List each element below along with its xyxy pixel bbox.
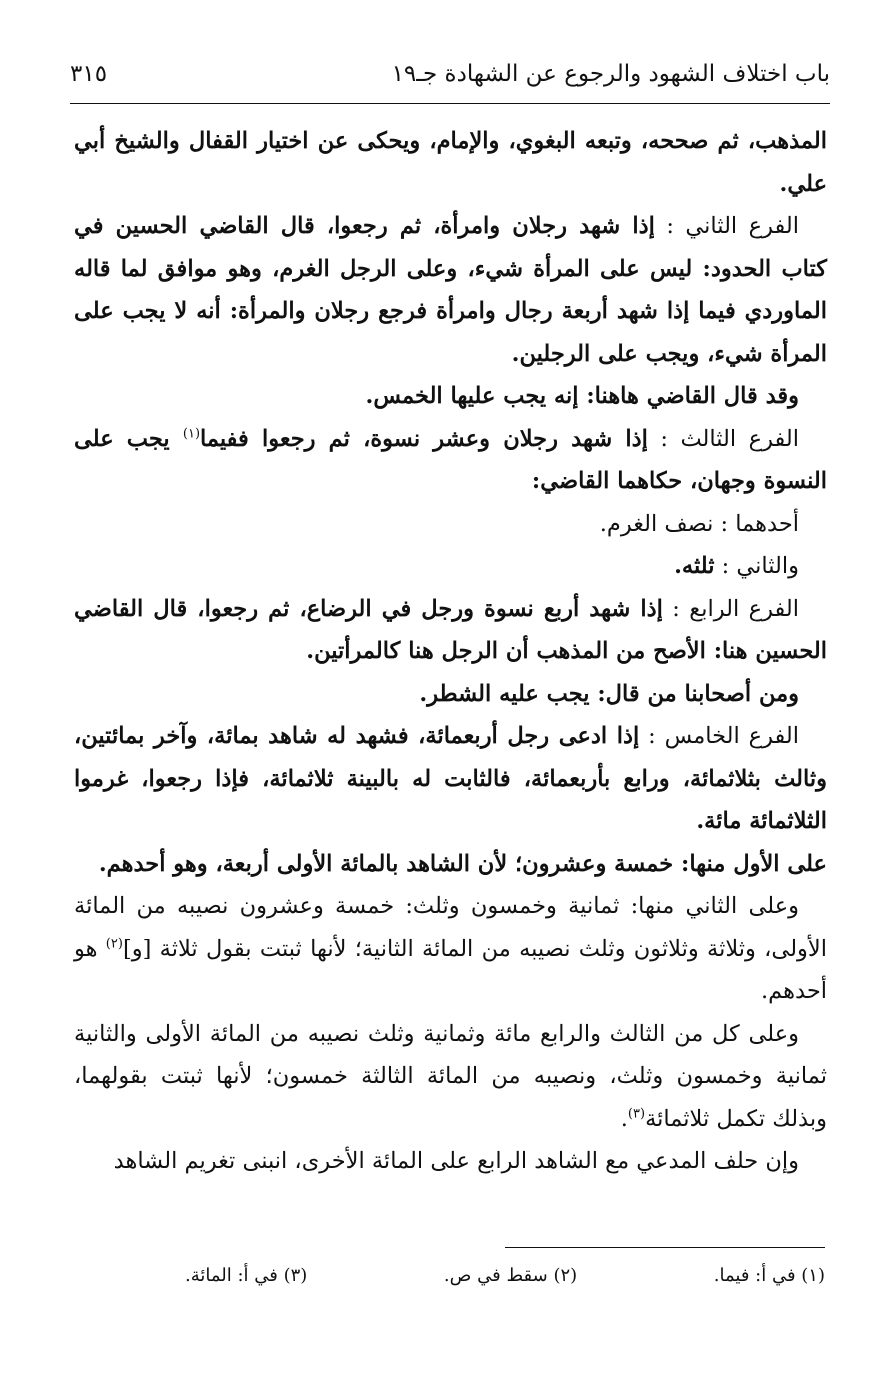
view-text: ثلثه. bbox=[674, 553, 715, 579]
footnote-marker: (٣) bbox=[627, 1106, 646, 1121]
view-label: والثاني : bbox=[714, 553, 799, 579]
page-number: ٣١٥ bbox=[70, 61, 108, 87]
paragraph-note: ومن أصحابنا من قال: يجب عليه الشطر. bbox=[419, 680, 799, 707]
header-rule bbox=[70, 103, 830, 104]
branch-label: الفرع الثالث : bbox=[647, 425, 799, 452]
footnotes bbox=[185, 1262, 825, 1290]
paragraph-first-witness: على الأول منها: خمسة وعشرون؛ لأن الشاهد بالمائة الأولى أربعة، وهو أحدهم. bbox=[98, 850, 827, 877]
paragraph-continuation: المذهب، ثم صححه، وتبعه البغوي، والإمام، ويحكى عن اختيار القفال والشيخ أبي علي. bbox=[74, 128, 827, 197]
page-header bbox=[70, 55, 830, 95]
branch-label: الفرع الخامس : bbox=[639, 723, 799, 749]
paragraph-branch-5 bbox=[74, 715, 827, 843]
footnote-marker: (٢) bbox=[105, 936, 123, 951]
footnote-2: (٢) سقط في ص. bbox=[443, 1265, 578, 1286]
paragraph-oath: وإن حلف المدعي مع الشاهد الرابع على المائة الأخرى، انبنى تغريم الشاهد bbox=[113, 1148, 799, 1174]
paragraph-branch-3 bbox=[74, 418, 827, 503]
paragraph-third-fourth-witness bbox=[74, 1013, 827, 1141]
paragraph-text: هو أحدهم. bbox=[74, 935, 827, 1004]
footnote-marker: (١) bbox=[182, 426, 201, 441]
paragraph-branch-4 bbox=[74, 588, 827, 673]
paragraph-text: وعلى كل من الثالث والرابع مائة وثمانية وثلث نصيبه من المائة الأولى والثانية ثمانية وخمسون وثلث، ونصيبه من المائة الثالثة خمسون؛ لأنها ثبتت بقولهما، وبذلك تكمل ثلاثمائة bbox=[74, 1020, 827, 1132]
footnote-rule bbox=[505, 1247, 825, 1248]
paragraph-text: وعلى الثاني منها: ثمانية وخمسون وثلث: خمسة وعشرون نصيبه من المائة الأولى، وثلاثة وثلاثون وثلث نصيبه من المائة الثانية؛ لأنها ثبتت بقول ثلاثة [و] bbox=[74, 893, 827, 962]
footnote-3: (٣) في أ: المائة. bbox=[185, 1265, 308, 1286]
branch-label: الفرع الرابع : bbox=[662, 595, 799, 622]
branch-text: إذا ادعى رجل أربعمائة، فشهد له شاهد بمائة، وآخر بمائتين، وثالث بثلاثمائة، ورابع بأربعمائة، فالثابت له بالبينة ثلاثمائة، فإذا رجعوا، غرموا الثلاثمائة مائة. bbox=[74, 723, 827, 834]
branch-label: الفرع الثاني : bbox=[654, 213, 799, 239]
main-text bbox=[74, 120, 827, 1183]
paragraph-text: . bbox=[620, 1105, 628, 1132]
branch-text: يجب على النسوة وجهان، حكاهما القاضي: bbox=[74, 425, 827, 494]
branch-text: إذا شهد رجلان وامرأة، ثم رجعوا، قال القاضي الحسين في كتاب الحدود: ليس على المرأة شيء، وعلى الرجل الغرم، وهو موافق لما قاله الماوردي فيما إذا شهد أربعة رجال وامرأة فرجع رجلان والمرأة: أنه لا يجب على المرأة شيء، ويجب على الرجلين. bbox=[74, 213, 827, 367]
paragraph-second-view bbox=[74, 545, 827, 588]
branch-text: إذا شهد رجلان وعشر نسوة، ثم رجعوا ففيما bbox=[200, 425, 648, 452]
branch-text: إذا شهد أربع نسوة ورجل في الرضاع، ثم رجعوا، قال القاضي الحسين هنا: الأصح من المذهب أن الرجل هنا كالمرأتين. bbox=[74, 595, 827, 664]
paragraph-branch-2 bbox=[74, 205, 827, 375]
paragraph-first-view: أحدهما : نصف الغرم. bbox=[599, 510, 799, 537]
paragraph-note: وقد قال القاضي هاهنا: إنه يجب عليها الخمس. bbox=[365, 383, 799, 409]
paragraph-second-witness bbox=[74, 885, 827, 1013]
running-title: باب اختلاف الشهود والرجوع عن الشهادة جـ١٩ bbox=[391, 61, 830, 87]
footnote-1: (١) في أ: فيما. bbox=[713, 1265, 825, 1286]
